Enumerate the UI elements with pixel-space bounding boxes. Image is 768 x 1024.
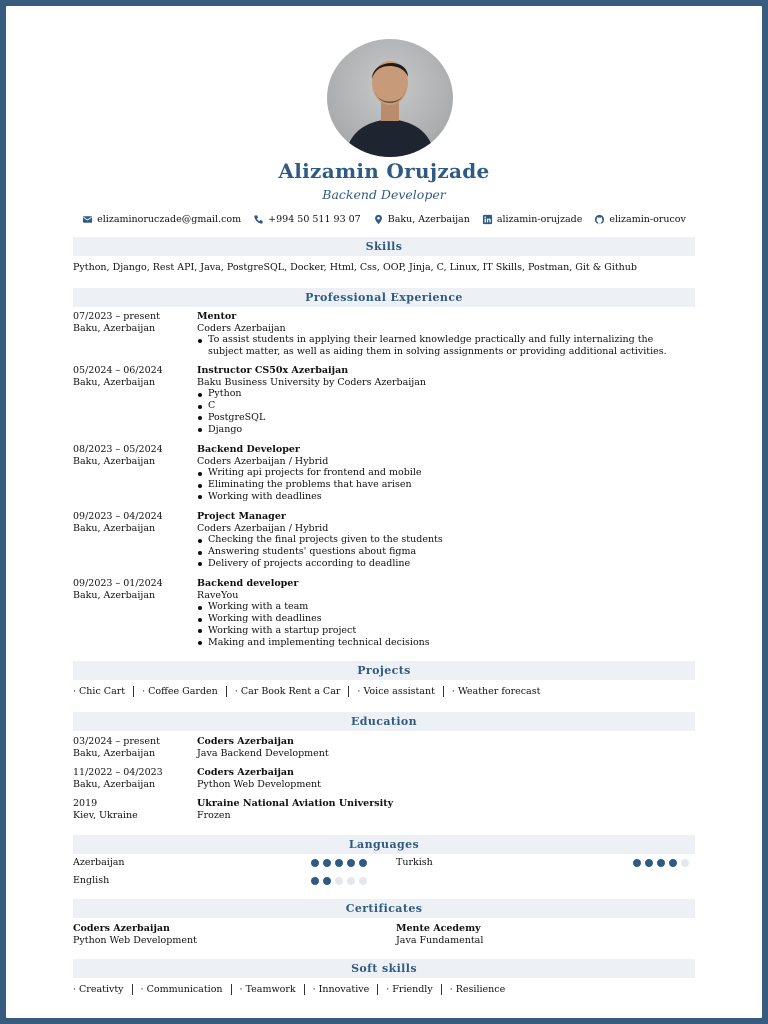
experience-date: 09/2023 – 01/2024 — [73, 578, 163, 589]
section-certificates-header: Certificates — [73, 899, 695, 918]
experience-role: Backend Developer — [197, 444, 300, 455]
experience-bullet: Python — [197, 388, 695, 400]
language-level — [633, 859, 689, 867]
projects-list — [73, 686, 540, 697]
contact-phone-text: +994 50 511 93 07 — [268, 214, 361, 225]
soft-skill-item: · Resilience — [449, 984, 506, 995]
divider — [226, 686, 227, 697]
level-dot-empty — [359, 877, 367, 885]
experience-date: 05/2024 – 06/2024 — [73, 365, 163, 376]
certificate-title: Java Fundamental — [396, 935, 484, 946]
experience-org: Baku Business University by Coders Azerbaijan — [197, 376, 427, 388]
contact-linkedin-text: alizamin-orujzade — [496, 214, 583, 225]
level-dot-filled — [335, 859, 343, 867]
experience-bullet: Checking the final projects given to the students — [197, 534, 695, 546]
experience-bullet: Eliminating the problems that have arisen — [197, 479, 695, 491]
contact-phone[interactable] — [253, 214, 361, 225]
level-dot-filled — [311, 859, 319, 867]
divider — [348, 686, 349, 697]
profile-photo-image — [327, 39, 453, 157]
experience-date: 07/2023 – present — [73, 311, 160, 322]
education-program: Python Web Development — [197, 778, 321, 790]
contact-github-text: elizamin-orucov — [609, 214, 686, 225]
experience-bullets — [197, 467, 695, 502]
experience-location: Baku, Azerbaijan — [73, 589, 156, 601]
experience-date: 08/2023 – 05/2024 — [73, 444, 163, 455]
linkedin-icon — [482, 214, 493, 225]
experience-bullets — [197, 534, 695, 569]
level-dot-filled — [323, 877, 331, 885]
level-dot-filled — [669, 859, 677, 867]
education-location: Baku, Azerbaijan — [73, 747, 156, 759]
project-item: · Car Book Rent a Car — [234, 686, 341, 697]
experience-location: Baku, Azerbaijan — [73, 522, 156, 534]
language-level — [311, 877, 367, 885]
education-program: Frozen — [197, 809, 231, 821]
soft-skill-item: · Innovative — [312, 984, 370, 995]
section-education-header: Education — [73, 712, 695, 731]
experience-bullet: Working with a team — [197, 601, 695, 613]
experience-bullets — [197, 334, 695, 357]
soft-skill-item: · Communication — [140, 984, 223, 995]
project-item: · Weather forecast — [451, 686, 541, 697]
section-skills-header: Skills — [73, 237, 695, 256]
soft-skill-item: · Friendly — [386, 984, 433, 995]
education-date: 11/2022 – 04/2023 — [73, 767, 163, 778]
experience-date: 09/2023 – 04/2024 — [73, 511, 163, 522]
language-name: Turkish — [396, 857, 433, 868]
level-dot-filled — [347, 859, 355, 867]
profile-photo — [327, 39, 453, 157]
section-languages-header: Languages — [73, 835, 695, 854]
language-name: English — [73, 875, 110, 886]
divider — [133, 686, 134, 697]
education-program: Java Backend Development — [197, 747, 329, 759]
candidate-role: Backend Developer — [322, 187, 446, 202]
level-dot-empty — [347, 877, 355, 885]
experience-bullet: Answering students' questions about figma — [197, 546, 695, 558]
experience-bullet: Django — [197, 424, 695, 436]
experience-bullets — [197, 601, 695, 648]
skills-list: Python, Django, Rest API, Java, PostgreSQL, Docker, Html, Css, OOP, Jinja, C, Linux, IT Skills, Postman, Git & Github — [73, 262, 637, 273]
language-name: Azerbaijan — [73, 857, 125, 868]
experience-role: Backend developer — [197, 578, 299, 589]
contact-location-text: Baku, Azerbaijan — [387, 214, 470, 225]
experience-bullet: Working with deadlines — [197, 491, 695, 503]
experience-bullet: Working with a startup project — [197, 625, 695, 637]
level-dot-empty — [335, 877, 343, 885]
education-location: Baku, Azerbaijan — [73, 778, 156, 790]
language-level — [311, 859, 367, 867]
contact-email[interactable] — [82, 214, 241, 225]
level-dot-filled — [359, 859, 367, 867]
section-soft-skills-header: Soft skills — [73, 959, 695, 978]
education-date: 03/2024 – present — [73, 736, 160, 747]
level-dot-empty — [681, 859, 689, 867]
education-school: Ukraine National Aviation University — [197, 798, 394, 809]
experience-bullet: Making and implementing technical decisions — [197, 637, 695, 649]
level-dot-filled — [633, 859, 641, 867]
certificate-title: Python Web Development — [73, 935, 197, 946]
phone-icon — [253, 214, 264, 225]
experience-location: Baku, Azerbaijan — [73, 376, 156, 388]
level-dot-filled — [323, 859, 331, 867]
certificate-issuer: Coders Azerbaijan — [73, 923, 170, 934]
contact-bar — [6, 214, 762, 225]
experience-org: RaveYou — [197, 589, 239, 601]
education-school: Coders Azerbaijan — [197, 767, 294, 778]
experience-org: Coders Azerbaijan / Hybrid — [197, 455, 329, 467]
education-date: 2019 — [73, 798, 98, 809]
divider — [441, 984, 442, 995]
location-pin-icon — [373, 214, 384, 225]
education-school: Coders Azerbaijan — [197, 736, 294, 747]
section-experience-header: Professional Experience — [73, 288, 695, 307]
experience-bullet: C — [197, 400, 695, 412]
contact-email-text: elizaminoruczade@gmail.com — [97, 214, 242, 225]
divider — [377, 984, 378, 995]
github-icon — [594, 214, 605, 225]
envelope-icon — [82, 214, 93, 225]
experience-location: Baku, Azerbaijan — [73, 455, 156, 467]
experience-location: Baku, Azerbaijan — [73, 322, 156, 334]
level-dot-filled — [645, 859, 653, 867]
education-location: Kiev, Ukraine — [73, 809, 138, 821]
divider — [304, 984, 305, 995]
divider — [231, 984, 232, 995]
soft-skill-item: · Teamwork — [239, 984, 296, 995]
certificate-issuer: Mente Acedemy — [396, 923, 481, 934]
project-item: · Voice assistant — [357, 686, 435, 697]
experience-bullet: Working with deadlines — [197, 613, 695, 625]
divider — [132, 984, 133, 995]
contact-location — [373, 214, 470, 225]
level-dot-filled — [311, 877, 319, 885]
project-item: · Coffee Garden — [142, 686, 218, 697]
experience-bullets — [197, 388, 695, 435]
experience-org: Coders Azerbaijan — [197, 322, 286, 334]
experience-bullet: To assist students in applying their learned knowledge practically and fully internalizing the subject matter, as well as aiding them in solving assignments or providing additional activities. — [197, 334, 677, 357]
experience-bullet: Delivery of projects according to deadline — [197, 558, 695, 570]
resume-page — [6, 6, 762, 1018]
contact-github[interactable] — [594, 214, 686, 225]
project-item: · Chic Cart — [73, 686, 126, 697]
experience-bullet: PostgreSQL — [197, 412, 695, 424]
divider — [443, 686, 444, 697]
candidate-name: Alizamin Orujzade — [278, 159, 490, 183]
contact-linkedin[interactable] — [482, 214, 582, 225]
experience-role: Mentor — [197, 311, 237, 322]
level-dot-filled — [657, 859, 665, 867]
experience-org: Coders Azerbaijan / Hybrid — [197, 522, 329, 534]
section-projects-header: Projects — [73, 661, 695, 680]
soft-skill-item: · Creativty — [73, 984, 124, 995]
experience-role: Project Manager — [197, 511, 286, 522]
experience-role: Instructor CS50x Azerbaijan — [197, 365, 349, 376]
experience-bullet: Writing api projects for frontend and mobile — [197, 467, 695, 479]
soft-skills-list — [73, 984, 505, 995]
